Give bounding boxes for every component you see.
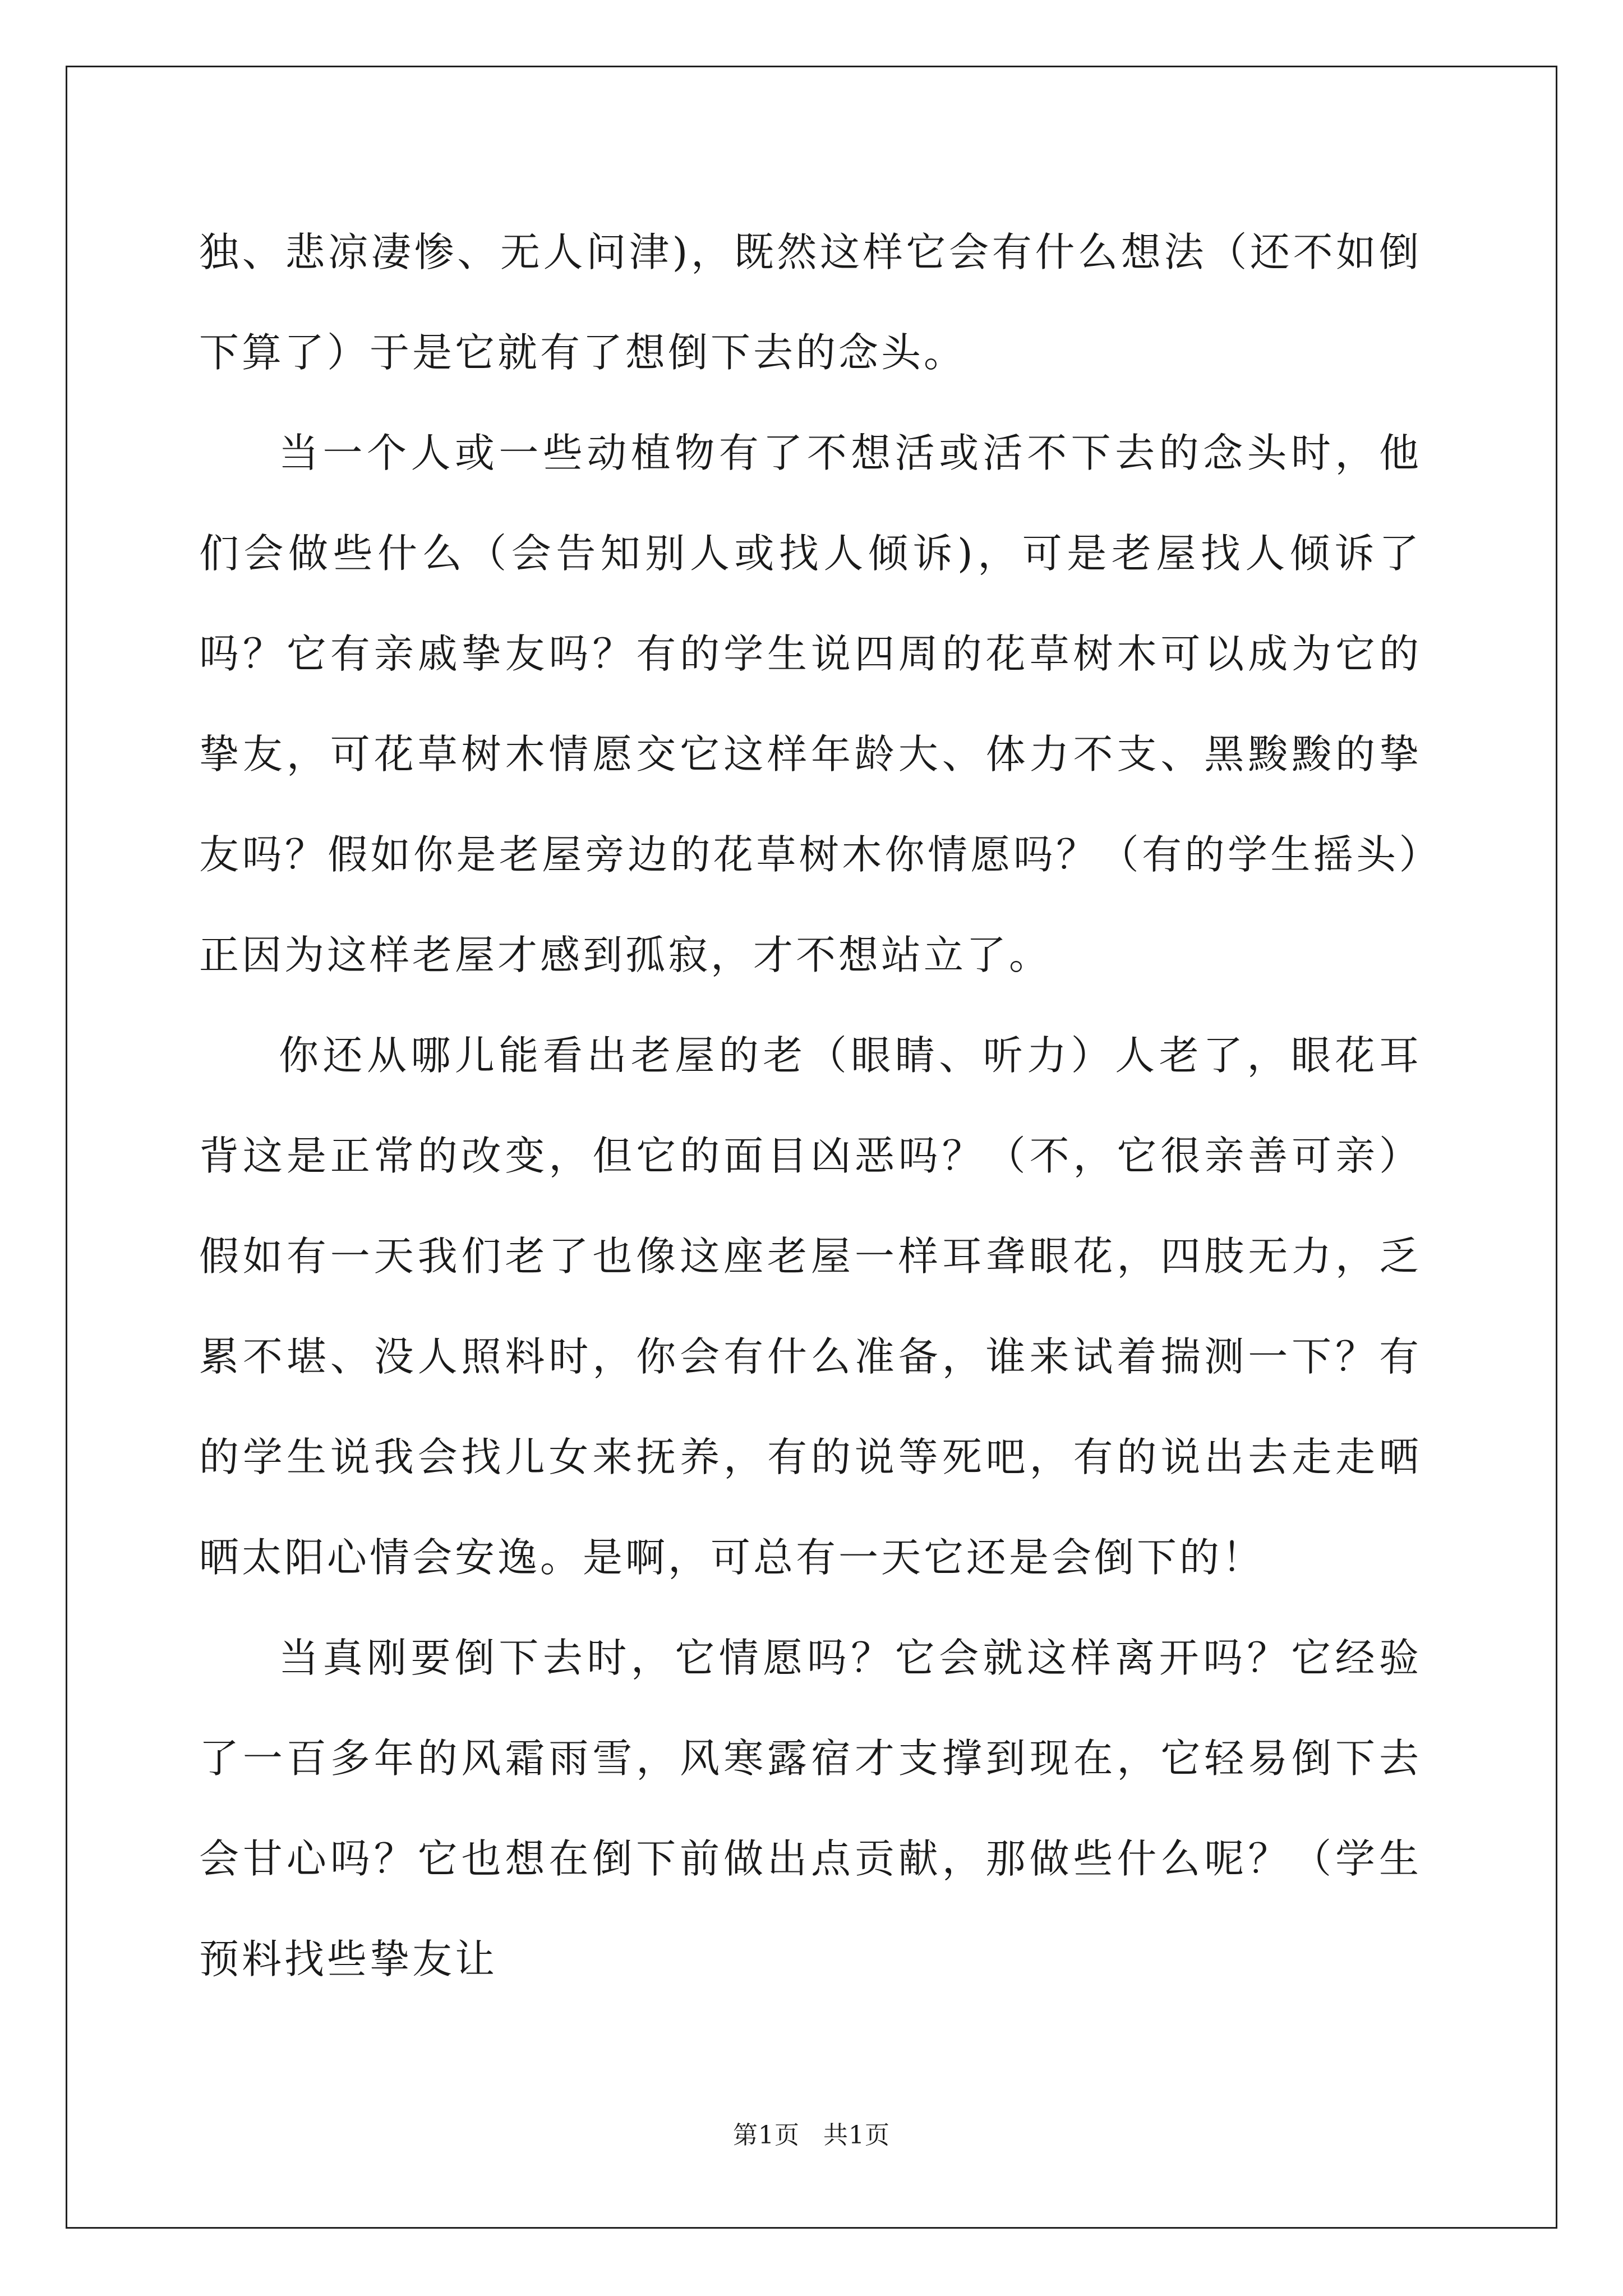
paragraph-2: 当一个人或一些动植物有了不想活或活不下去的念头时，他们会做些什么（会告知别人或找人倾诉)，可是老屋找人倾诉了吗？它有亲戚挚友吗？有的学生说四周的花草树木可以成为它的挚友，可花草树木情愿交它这样年龄大、体力不支、黑黢黢的挚友吗？假如你是老屋旁边的花草树木你情愿吗？（有的学生摇头）正因为这样老屋才感到孤寂，才不想站立了。: [199, 430, 1422, 978]
document-body: [199, 202, 1422, 2009]
page-footer: [0, 2115, 1623, 2151]
paragraph-3: 你还从哪儿能看出老屋的老（眼睛、听力）人老了，眼花耳背这是正常的改变，但它的面目凶恶吗？（不，它很亲善可亲）假如有一天我们老了也像这座老屋一样耳聋眼花，四肢无力，乏累不堪、没人照料时，你会有什么准备，谁来试着揣测一下？有的学生说我会找儿女来抚养，有的说等死吧，有的说出去走走晒晒太阳心情会安逸。是啊，可总有一天它还是会倒下的！: [199, 1032, 1422, 1581]
page-number: 第1页: [733, 2121, 800, 2150]
paragraph-4: 当真刚要倒下去时，它情愿吗？它会就这样离开吗？它经验了一百多年的风霜雨雪，风寒露宿才支撑到现在，它轻易倒下去会甘心吗？它也想在倒下前做出点贡献，那做些什么呢？（学生预料找些挚友让: [199, 1635, 1422, 1982]
page-total: 共1页: [823, 2121, 890, 2150]
paragraph-1: 独、悲凉凄惨、无人问津)，既然这样它会有什么想法（还不如倒下算了）于是它就有了想倒下去的念头。: [199, 229, 1422, 376]
